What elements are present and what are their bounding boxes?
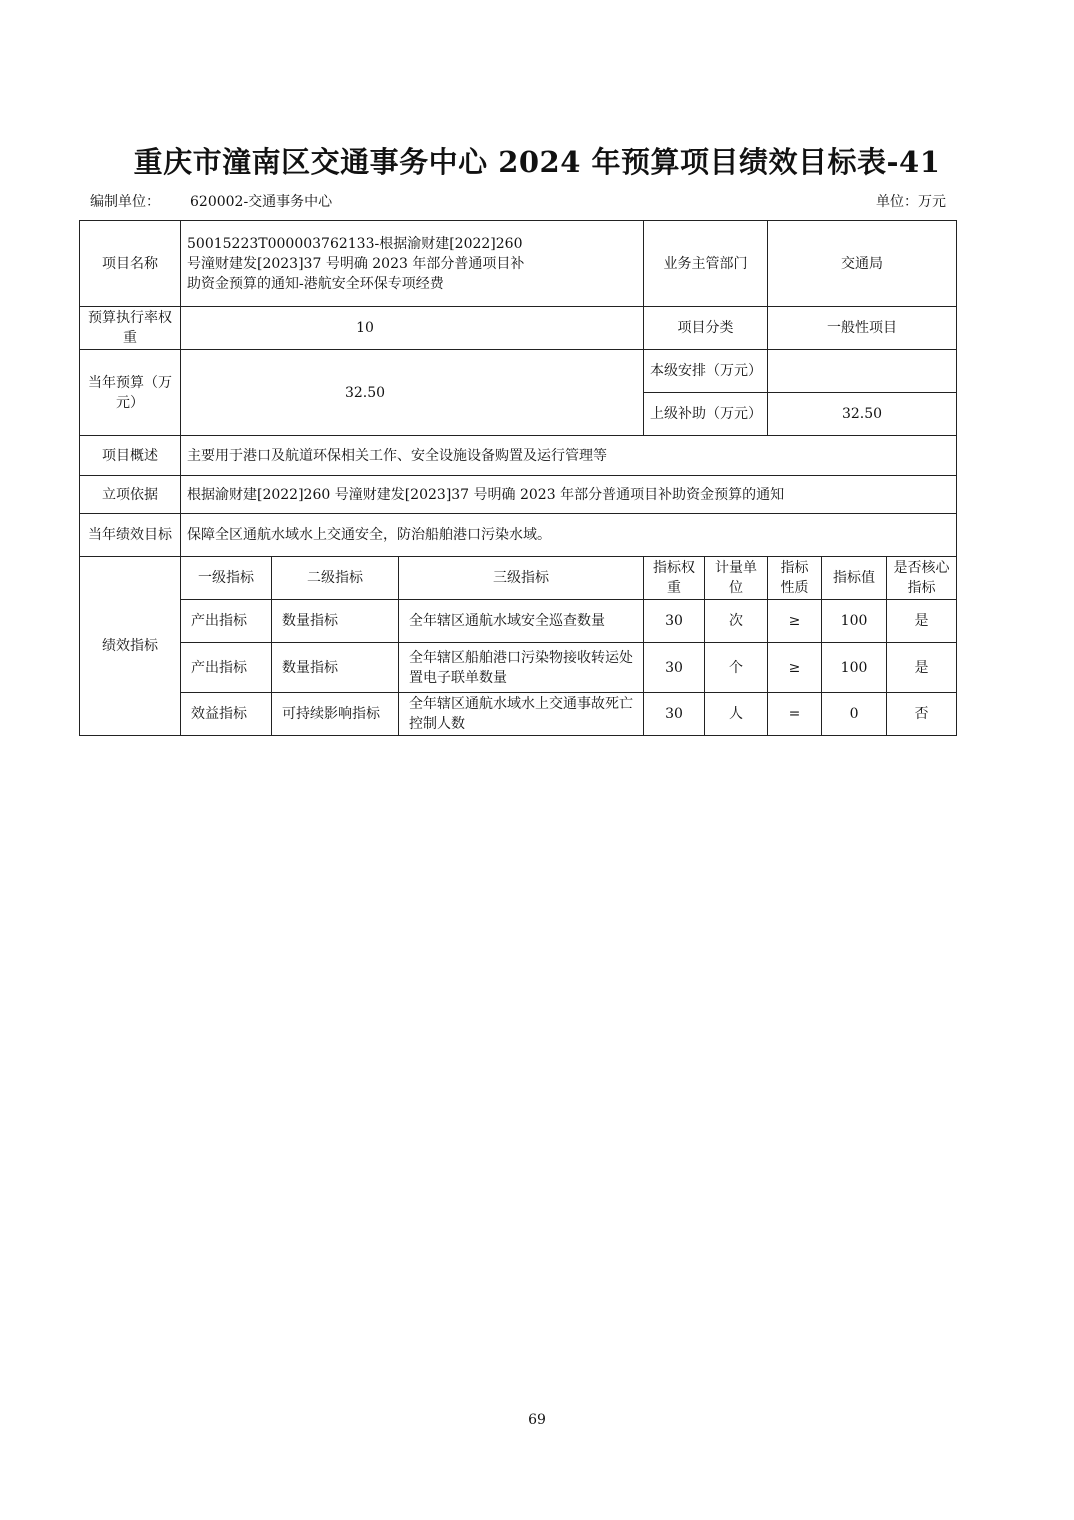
local-label: 本级安排（万元） xyxy=(644,350,768,393)
upper-label: 上级补助（万元） xyxy=(644,393,768,436)
row1-level1: 产出指标 xyxy=(181,600,272,643)
header-level1: 一级指标 xyxy=(181,557,272,600)
budget-label: 当年预算（万元） xyxy=(80,350,181,436)
perf-label: 绩效指标 xyxy=(80,557,181,736)
budget-value: 32.50 xyxy=(181,350,644,436)
page-number: 69 xyxy=(528,1412,546,1428)
basis-value: 根据渝财建[2022]260 号潼财建发[2023]37 号明确 2023 年部分普通项目补助资金预算的通知 xyxy=(181,476,957,514)
upper-value: 32.50 xyxy=(768,393,957,436)
row2-nature: ≥ xyxy=(768,643,822,693)
row3-level2: 可持续影响指标 xyxy=(272,693,399,736)
row3-weight: 30 xyxy=(644,693,705,736)
row1-core: 是 xyxy=(887,600,957,643)
row2-weight: 30 xyxy=(644,643,705,693)
row1-unit: 次 xyxy=(705,600,768,643)
row3-core: 否 xyxy=(887,693,957,736)
row2-unit: 个 xyxy=(705,643,768,693)
indicator-header-row xyxy=(80,557,957,600)
table-row xyxy=(80,693,957,736)
header-level3: 三级指标 xyxy=(399,557,644,600)
row2-level3: 全年辖区船舶港口污染物接收转运处置电子联单数量 xyxy=(399,643,644,693)
overview-value: 主要用于港口及航道环保相关工作、安全设施设备购置及运行管理等 xyxy=(181,436,957,476)
unit-label: 单位：万元 xyxy=(876,194,946,210)
performance-table xyxy=(79,220,957,736)
header-value: 指标值 xyxy=(822,557,887,600)
org-value: 620002-交通事务中心 xyxy=(190,194,333,210)
table-row xyxy=(80,643,957,693)
row2-level2: 数量指标 xyxy=(272,643,399,693)
row2-value: 100 xyxy=(822,643,887,693)
row1-level3: 全年辖区通航水域安全巡查数量 xyxy=(399,600,644,643)
org-line xyxy=(90,191,332,211)
row3-unit: 人 xyxy=(705,693,768,736)
project-name-label: 项目名称 xyxy=(80,221,181,307)
header-unit: 计量单位 xyxy=(705,557,768,600)
row3-nature: = xyxy=(768,693,822,736)
goal-label: 当年绩效目标 xyxy=(80,514,181,557)
row1-nature: ≥ xyxy=(768,600,822,643)
table-row xyxy=(80,600,957,643)
row2-level1: 产出指标 xyxy=(181,643,272,693)
header-level2: 二级指标 xyxy=(272,557,399,600)
row2-core: 是 xyxy=(887,643,957,693)
dept-label: 业务主管部门 xyxy=(644,221,768,307)
basis-label: 立项依据 xyxy=(80,476,181,514)
row1-level2: 数量指标 xyxy=(272,600,399,643)
row3-level3: 全年辖区通航水域水上交通事故死亡控制人数 xyxy=(399,693,644,736)
category-value: 一般性项目 xyxy=(768,307,957,350)
category-label: 项目分类 xyxy=(644,307,768,350)
goal-value: 保障全区通航水域水上交通安全，防治船舶港口污染水域。 xyxy=(181,514,957,557)
header-nature: 指标性质 xyxy=(768,557,822,600)
row1-weight: 30 xyxy=(644,600,705,643)
page-title: 重庆市潼南区交通事务中心 2024 年预算项目绩效目标表-41 xyxy=(133,145,941,179)
dept-value: 交通局 xyxy=(768,221,957,307)
local-value xyxy=(768,350,957,393)
overview-label: 项目概述 xyxy=(80,436,181,476)
row3-level1: 效益指标 xyxy=(181,693,272,736)
org-label: 编制单位： xyxy=(90,194,160,210)
header-core: 是否核心指标 xyxy=(887,557,957,600)
exec-weight-value: 10 xyxy=(181,307,644,350)
row1-value: 100 xyxy=(822,600,887,643)
exec-weight-label: 预算执行率权重 xyxy=(80,307,181,350)
row3-value: 0 xyxy=(822,693,887,736)
header-weight: 指标权重 xyxy=(644,557,705,600)
project-name-value: 50015223T000003762133-根据渝财建[2022]260 号潼财建发[2023]37 号明确 2023 年部分普通项目补助资金预算的通知-港航安全环保专项经费 xyxy=(181,221,644,307)
